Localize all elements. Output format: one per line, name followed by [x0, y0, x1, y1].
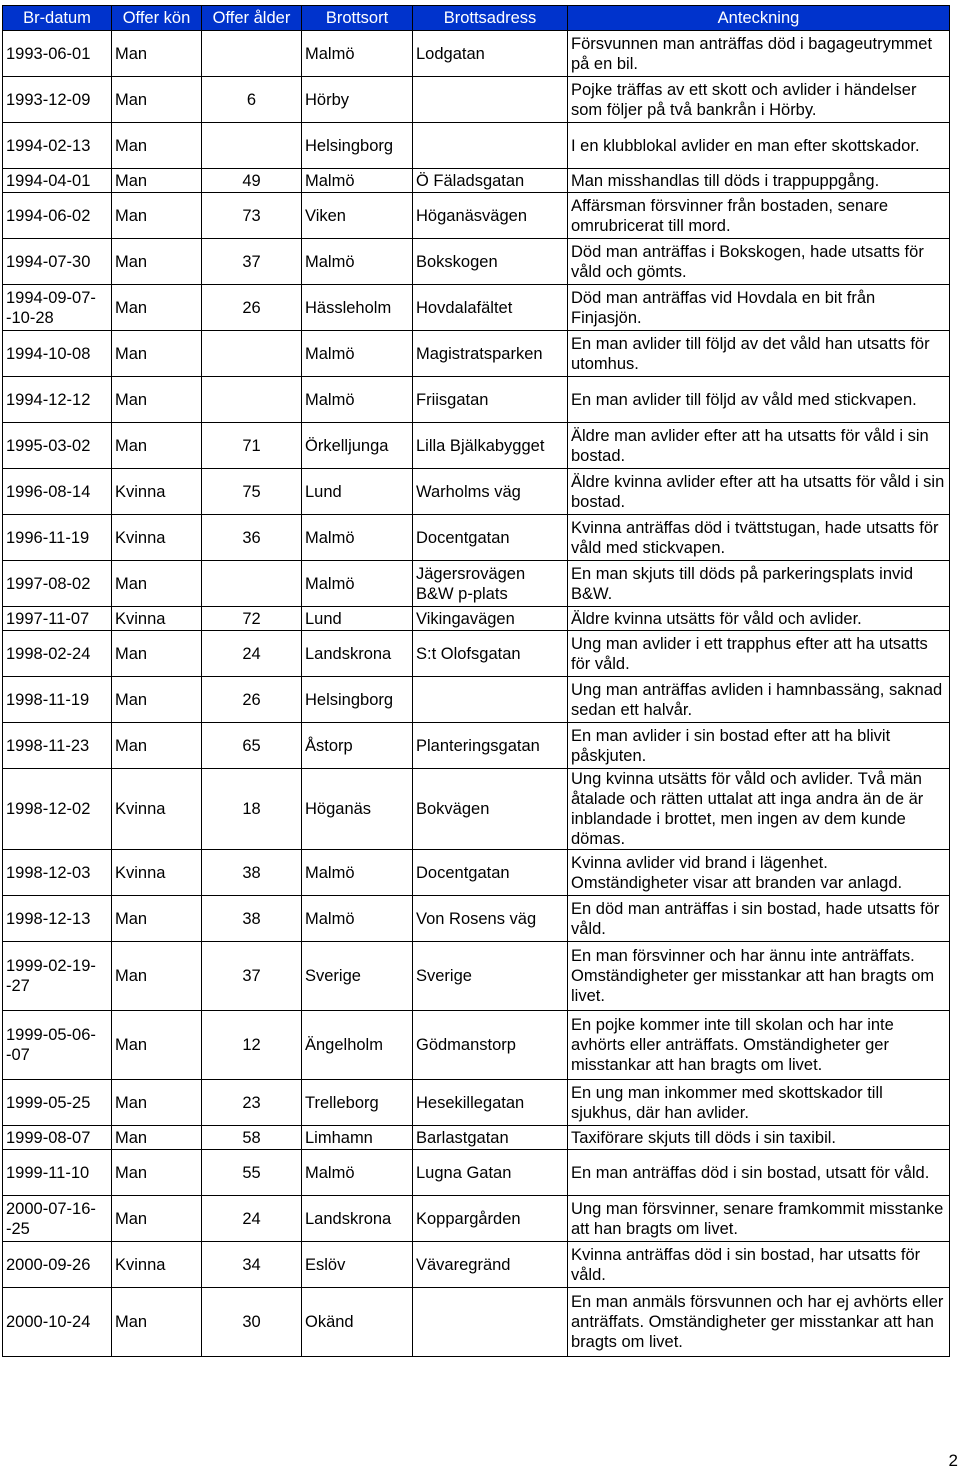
place-cell: Viken [302, 193, 413, 239]
table-row [3, 331, 950, 377]
note-cell: En död man anträffas i sin bostad, hade utsatts för våld. [568, 896, 950, 942]
date-cell: 1994-06-02 [3, 193, 112, 239]
note-cell: Taxiförare skjuts till döds i sin taxibil. [568, 1126, 950, 1150]
note-cell: Kvinna anträffas död i sin bostad, har utsatts för våld. [568, 1242, 950, 1288]
note-cell: Äldre kvinna utsätts för våld och avlider. [568, 607, 950, 631]
age-cell: 65 [202, 723, 302, 769]
table-row [3, 942, 950, 1011]
note-cell: Pojke träffas av ett skott och avlider i händelser som följer på två bankrån i Hörby. [568, 77, 950, 123]
gender-cell: Man [112, 723, 202, 769]
table-row [3, 769, 950, 850]
date-cell: 1999-05-25 [3, 1080, 112, 1126]
date-cell: 1994-09-07- -10-28 [3, 285, 112, 331]
table-row [3, 169, 950, 193]
address-cell: Lugna Gatan [413, 1150, 568, 1196]
note-cell: Försvunnen man anträffas död i bagageutrymmet på en bil. [568, 31, 950, 77]
column-header-gender: Offer kön [112, 6, 202, 31]
date-cell: 1998-12-03 [3, 850, 112, 896]
gender-cell: Man [112, 123, 202, 169]
address-cell: S:t Olofsgatan [413, 631, 568, 677]
table-row [3, 561, 950, 607]
date-cell: 1996-08-14 [3, 469, 112, 515]
age-cell: 6 [202, 77, 302, 123]
place-cell: Helsingborg [302, 123, 413, 169]
note-cell: Äldre man avlider efter att ha utsatts för våld i sin bostad. [568, 423, 950, 469]
age-cell: 55 [202, 1150, 302, 1196]
place-cell: Malmö [302, 1150, 413, 1196]
address-cell: Vävaregränd [413, 1242, 568, 1288]
table-row [3, 469, 950, 515]
date-cell: 1993-12-09 [3, 77, 112, 123]
place-cell: Malmö [302, 31, 413, 77]
note-cell: Man misshandlas till döds i trappuppgång. [568, 169, 950, 193]
date-cell: 1998-12-13 [3, 896, 112, 942]
note-cell: En ung man inkommer med skottskador till sjukhus, där han avlider. [568, 1080, 950, 1126]
gender-cell: Man [112, 561, 202, 607]
address-cell: Vikingavägen [413, 607, 568, 631]
age-cell: 26 [202, 285, 302, 331]
table-row [3, 1011, 950, 1080]
note-cell: En man skjuts till döds på parkeringsplats invid B&W. [568, 561, 950, 607]
column-header-note: Anteckning [568, 6, 950, 31]
address-cell: Gödmanstorp [413, 1011, 568, 1080]
table-row [3, 193, 950, 239]
age-cell [202, 123, 302, 169]
date-cell: 1999-11-10 [3, 1150, 112, 1196]
address-cell: Hovdalafältet [413, 285, 568, 331]
age-cell: 72 [202, 607, 302, 631]
column-header-date: Br-datum [3, 6, 112, 31]
age-cell: 24 [202, 631, 302, 677]
place-cell: Malmö [302, 377, 413, 423]
date-cell: 1994-07-30 [3, 239, 112, 285]
place-cell: Lund [302, 607, 413, 631]
table-row [3, 607, 950, 631]
place-cell: Malmö [302, 239, 413, 285]
address-cell [413, 677, 568, 723]
date-cell: 2000-10-24 [3, 1288, 112, 1357]
date-cell: 1998-12-02 [3, 769, 112, 850]
address-cell: Lilla Bjälkabygget [413, 423, 568, 469]
address-cell: Koppargården [413, 1196, 568, 1242]
date-cell: 1998-11-23 [3, 723, 112, 769]
address-cell: Höganäsvägen [413, 193, 568, 239]
table-row [3, 77, 950, 123]
place-cell: Malmö [302, 896, 413, 942]
gender-cell: Man [112, 77, 202, 123]
place-cell: Helsingborg [302, 677, 413, 723]
date-cell: 1999-08-07 [3, 1126, 112, 1150]
date-cell: 1998-11-19 [3, 677, 112, 723]
date-cell: 2000-07-16- -25 [3, 1196, 112, 1242]
age-cell: 24 [202, 1196, 302, 1242]
table-row [3, 123, 950, 169]
gender-cell: Man [112, 193, 202, 239]
table-row [3, 723, 950, 769]
age-cell: 75 [202, 469, 302, 515]
place-cell: Malmö [302, 169, 413, 193]
address-cell: Jägersrovägen B&W p-plats [413, 561, 568, 607]
gender-cell: Man [112, 169, 202, 193]
table-row [3, 239, 950, 285]
address-cell: Sverige [413, 942, 568, 1011]
column-header-address: Brottsadress [413, 6, 568, 31]
place-cell: Hässleholm [302, 285, 413, 331]
address-cell: Warholms väg [413, 469, 568, 515]
date-cell: 2000-09-26 [3, 1242, 112, 1288]
note-cell: En man avlider till följd av det våld han utsatts för utomhus. [568, 331, 950, 377]
age-cell: 38 [202, 850, 302, 896]
age-cell: 26 [202, 677, 302, 723]
place-cell: Ängelholm [302, 1011, 413, 1080]
age-cell: 49 [202, 169, 302, 193]
table-row [3, 285, 950, 331]
address-cell: Lodgatan [413, 31, 568, 77]
place-cell: Okänd [302, 1288, 413, 1357]
gender-cell: Man [112, 896, 202, 942]
address-cell: Barlastgatan [413, 1126, 568, 1150]
note-cell: I en klubblokal avlider en man efter skottskador. [568, 123, 950, 169]
gender-cell: Kvinna [112, 1242, 202, 1288]
address-cell [413, 77, 568, 123]
age-cell: 18 [202, 769, 302, 850]
gender-cell: Man [112, 677, 202, 723]
age-cell [202, 31, 302, 77]
gender-cell: Man [112, 1150, 202, 1196]
address-cell: Planteringsgatan [413, 723, 568, 769]
date-cell: 1999-02-19- -27 [3, 942, 112, 1011]
place-cell: Limhamn [302, 1126, 413, 1150]
table-row [3, 850, 950, 896]
place-cell: Malmö [302, 331, 413, 377]
gender-cell: Man [112, 1126, 202, 1150]
gender-cell: Man [112, 631, 202, 677]
gender-cell: Man [112, 1196, 202, 1242]
date-cell: 1999-05-06- -07 [3, 1011, 112, 1080]
place-cell: Malmö [302, 515, 413, 561]
note-cell: Död man anträffas i Bokskogen, hade utsatts för våld och gömts. [568, 239, 950, 285]
page-number: 2 [948, 1451, 958, 1470]
address-cell: Hesekillegatan [413, 1080, 568, 1126]
note-cell: Död man anträffas vid Hovdala en bit från Finjasjön. [568, 285, 950, 331]
place-cell: Landskrona [302, 631, 413, 677]
note-cell: Kvinna anträffas död i tvättstugan, hade utsatts för våld med stickvapen. [568, 515, 950, 561]
place-cell: Trelleborg [302, 1080, 413, 1126]
date-cell: 1998-02-24 [3, 631, 112, 677]
gender-cell: Man [112, 1288, 202, 1357]
column-header-place: Brottsort [302, 6, 413, 31]
table-row [3, 1288, 950, 1357]
gender-cell: Man [112, 31, 202, 77]
gender-cell: Man [112, 1080, 202, 1126]
note-cell: Äldre kvinna avlider efter att ha utsatts för våld i sin bostad. [568, 469, 950, 515]
gender-cell: Kvinna [112, 769, 202, 850]
gender-cell: Man [112, 1011, 202, 1080]
gender-cell: Kvinna [112, 607, 202, 631]
date-cell: 1994-04-01 [3, 169, 112, 193]
place-cell: Malmö [302, 561, 413, 607]
table-row [3, 677, 950, 723]
address-cell [413, 123, 568, 169]
age-cell [202, 377, 302, 423]
date-cell: 1994-12-12 [3, 377, 112, 423]
place-cell: Höganäs [302, 769, 413, 850]
note-cell: Ung man avlider i ett trapphus efter att ha utsatts för våld. [568, 631, 950, 677]
header-row [3, 6, 950, 31]
gender-cell: Kvinna [112, 515, 202, 561]
table-row [3, 1242, 950, 1288]
place-cell: Åstorp [302, 723, 413, 769]
place-cell: Sverige [302, 942, 413, 1011]
address-cell: Bokskogen [413, 239, 568, 285]
age-cell: 36 [202, 515, 302, 561]
table-row [3, 1080, 950, 1126]
age-cell: 71 [202, 423, 302, 469]
place-cell: Lund [302, 469, 413, 515]
gender-cell: Man [112, 331, 202, 377]
date-cell: 1995-03-02 [3, 423, 112, 469]
age-cell: 38 [202, 896, 302, 942]
address-cell: Friisgatan [413, 377, 568, 423]
date-cell: 1996-11-19 [3, 515, 112, 561]
date-cell: 1993-06-01 [3, 31, 112, 77]
table-row [3, 896, 950, 942]
age-cell: 37 [202, 942, 302, 1011]
age-cell: 73 [202, 193, 302, 239]
note-cell: En man försvinner och har ännu inte anträffats. Omständigheter ger misstankar att han bragts om livet. [568, 942, 950, 1011]
age-cell [202, 331, 302, 377]
table-row [3, 1150, 950, 1196]
table-row [3, 423, 950, 469]
age-cell [202, 561, 302, 607]
date-cell: 1997-08-02 [3, 561, 112, 607]
note-cell: En man avlider till följd av våld med stickvapen. [568, 377, 950, 423]
place-cell: Malmö [302, 850, 413, 896]
table-row [3, 515, 950, 561]
note-cell: Affärsman försvinner från bostaden, senare omrubricerat till mord. [568, 193, 950, 239]
table-row [3, 1196, 950, 1242]
note-cell: En man anmäls försvunnen och har ej avhörts eller anträffats. Omständigheter ger misstankar att han bragts om livet. [568, 1288, 950, 1357]
table-row [3, 31, 950, 77]
address-cell: Magistratsparken [413, 331, 568, 377]
note-cell: Ung man anträffas avliden i hamnbassäng, saknad sedan ett halvår. [568, 677, 950, 723]
age-cell: 58 [202, 1126, 302, 1150]
age-cell: 30 [202, 1288, 302, 1357]
note-cell: Kvinna avlider vid brand i lägenhet. Omständigheter visar att branden var anlagd. [568, 850, 950, 896]
gender-cell: Man [112, 239, 202, 285]
note-cell: En pojke kommer inte till skolan och har inte avhörts eller anträffats. Omständigheter ger misstankar att han bragts om livet. [568, 1011, 950, 1080]
address-cell: Docentgatan [413, 850, 568, 896]
address-cell: Bokvägen [413, 769, 568, 850]
table-row [3, 377, 950, 423]
place-cell: Eslöv [302, 1242, 413, 1288]
gender-cell: Man [112, 423, 202, 469]
note-cell: Ung kvinna utsätts för våld och avlider. Två män åtalade och rätten uttalat att inga andra än de är inblandade i brottet, men ingen av dem kunde dömas. [568, 769, 950, 850]
age-cell: 23 [202, 1080, 302, 1126]
date-cell: 1997-11-07 [3, 607, 112, 631]
address-cell [413, 1288, 568, 1357]
address-cell: Von Rosens väg [413, 896, 568, 942]
gender-cell: Man [112, 942, 202, 1011]
column-header-age: Offer ålder [202, 6, 302, 31]
gender-cell: Kvinna [112, 469, 202, 515]
place-cell: Örkelljunga [302, 423, 413, 469]
date-cell: 1994-10-08 [3, 331, 112, 377]
table-row [3, 631, 950, 677]
address-cell: Ö Fäladsgatan [413, 169, 568, 193]
place-cell: Hörby [302, 77, 413, 123]
age-cell: 12 [202, 1011, 302, 1080]
age-cell: 37 [202, 239, 302, 285]
table-row [3, 1126, 950, 1150]
note-cell: Ung man försvinner, senare framkommit misstanke att han bragts om livet. [568, 1196, 950, 1242]
crime-table [2, 5, 950, 1357]
address-cell: Docentgatan [413, 515, 568, 561]
table-body [3, 31, 950, 1357]
note-cell: En man avlider i sin bostad efter att ha blivit påskjuten. [568, 723, 950, 769]
gender-cell: Man [112, 285, 202, 331]
place-cell: Landskrona [302, 1196, 413, 1242]
gender-cell: Man [112, 377, 202, 423]
age-cell: 34 [202, 1242, 302, 1288]
gender-cell: Kvinna [112, 850, 202, 896]
note-cell: En man anträffas död i sin bostad, utsatt för våld. [568, 1150, 950, 1196]
date-cell: 1994-02-13 [3, 123, 112, 169]
